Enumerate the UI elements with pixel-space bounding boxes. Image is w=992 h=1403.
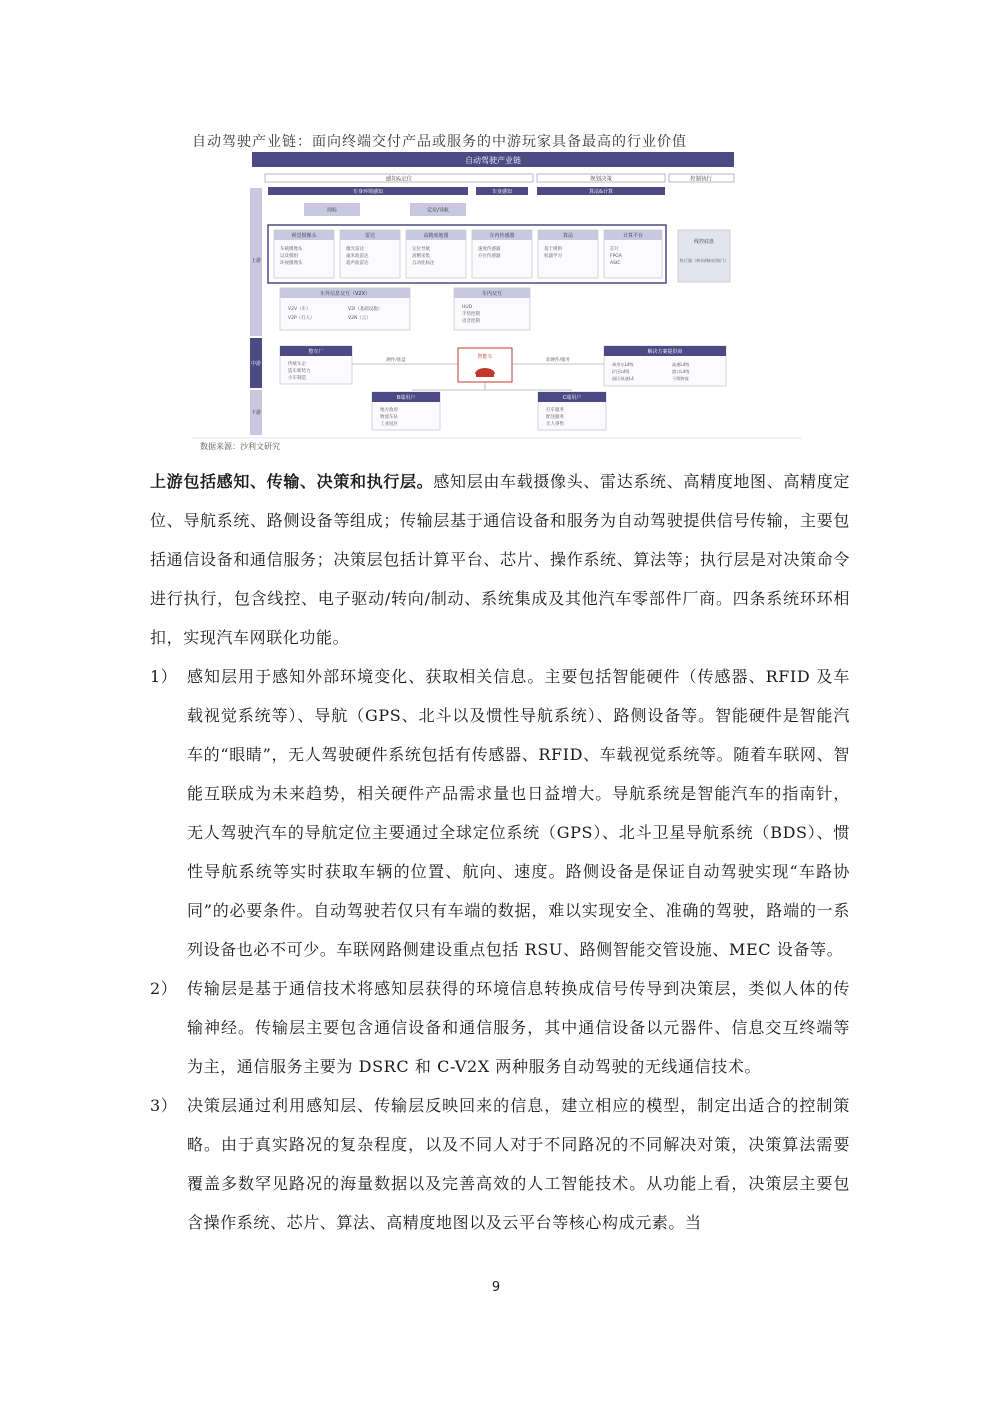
svg-text:V2N（云）: V2N（云） — [348, 316, 371, 321]
svg-text:乘用车L4级: 乘用车L4级 — [612, 362, 634, 367]
upstream-box-4 — [538, 230, 598, 278]
stage-label: 感知&定位 — [385, 176, 413, 183]
upstream-box-3 — [472, 230, 532, 278]
list-item — [150, 1086, 850, 1242]
svg-text:线控底盘: 线控底盘 — [693, 239, 715, 245]
svg-text:执行器（转向/制动/油门）: 执行器（转向/制动/油门） — [679, 258, 729, 263]
svg-text:打车服务: 打车服务 — [546, 408, 564, 413]
svg-text:物流车队: 物流车队 — [380, 415, 398, 420]
smart-car-box — [458, 348, 512, 382]
svg-text:软硬件/服务: 软硬件/服务 — [545, 358, 571, 363]
svg-text:毫米波雷达: 毫米波雷达 — [346, 254, 369, 259]
intro-paragraph — [150, 462, 850, 657]
list-text: 感知层用于感知外部环境变化、获取相关信息。主要包括智能硬件（传感器、RFID 及车载视觉系统等）、导航（GPS、北斗以及惯性导航系统）、路侧设备等。智能硬件是智能汽车的“眼睛”，无人驾驶硬件系统包括有传感器、RFID、车载视觉系统等。随着车联网、智能互联成为未来趋势，相关硬件产品需求量也日益增大。导航系统是智能汽车的指南针，无人驾驶汽车的导航定位主要通过全球定位系统（GPS）、北斗卫星导航系统（BDS）、惯性导航系统等实时获取车辆的位置、航向、速度。路侧设备是保证自动驾驶实现“车路协同”的必要条件。自动驾驶若仅只有车端的数据，难以实现安全、准确的驾驶，路端的一系列设备也必不可少。车联网路侧建设重点包括 RSU、路侧智能交管设施、MEC 设备等。 — [187, 667, 850, 959]
svg-text:小车制造: 小车制造 — [288, 376, 306, 381]
solution-box — [604, 346, 726, 386]
svg-text:配送服务: 配送服务 — [546, 415, 564, 420]
svg-text:高精采集: 高精采集 — [412, 254, 430, 259]
list-number: 3） — [150, 1096, 178, 1115]
intro-text: 感知层由车载摄像头、雷达系统、高精度地图、高精度定位、导航系统、路侧设备等组成；传输层基于通信设备和服务为自动驾驶提供信号传输，主要包括通信设备和通信服务；决策层包括计算平台、芯片、操作系统、算法等；执行层是对决策命令进行执行，包含线控、电子驱动/转向/制动、系统集成及其他汽车零部件厂商。四条系统环环相扣，实现汽车网联化功能。 — [150, 472, 850, 647]
svg-text:FPGA: FPGA — [610, 254, 622, 259]
control-box — [678, 230, 730, 282]
svg-text:速度传感器: 速度传感器 — [478, 247, 501, 252]
c-user-box — [538, 392, 606, 430]
b-user-box — [372, 392, 440, 430]
svg-text:车内传感器: 车内传感器 — [489, 233, 515, 239]
list-item — [150, 969, 850, 1086]
list-number: 1） — [150, 667, 178, 686]
svg-text:下游: 下游 — [250, 410, 262, 416]
v2x-box — [280, 288, 410, 330]
stage-label: 控制执行 — [689, 176, 713, 183]
svg-text:B端用户: B端用户 — [396, 395, 416, 401]
svg-text:基于规则: 基于规则 — [544, 247, 562, 252]
svg-text:手势控制: 手势控制 — [462, 312, 480, 317]
svg-text:干线物流: 干线物流 — [672, 376, 689, 381]
svg-text:定位导航: 定位导航 — [412, 247, 430, 252]
svg-text:以及模组: 以及模组 — [280, 254, 298, 259]
svg-text:造车新势力: 造车新势力 — [288, 369, 311, 374]
svg-text:解决方案提供商: 解决方案提供商 — [647, 349, 683, 355]
svg-text:周标: 周标 — [326, 207, 338, 214]
svg-text:智能车: 智能车 — [477, 354, 493, 360]
diagram-header: 自动驾驶产业链 — [465, 156, 521, 165]
svg-text:算法&计算: 算法&计算 — [589, 189, 613, 195]
svg-text:V2P（行人）: V2P（行人） — [288, 316, 315, 321]
svg-text:传统车企: 传统车企 — [288, 362, 306, 367]
svg-text:V2V（车）: V2V（车） — [288, 307, 311, 312]
svg-text:V2I（基础设施）: V2I（基础设施） — [348, 307, 383, 312]
svg-text:无人零售: 无人零售 — [546, 422, 564, 427]
list-item — [150, 657, 850, 969]
svg-text:机器学习: 机器学习 — [544, 254, 562, 259]
svg-text:上游: 上游 — [250, 258, 262, 264]
svg-text:高速L4级: 高速L4级 — [672, 362, 690, 367]
upstream-box-5 — [604, 230, 662, 278]
in-car-interact-box — [454, 288, 530, 330]
svg-text:视觉摄像头: 视觉摄像头 — [291, 233, 317, 239]
list-text: 传输层是基于通信技术将感知层获得的环境信息转换成信号传导到决策层，类似人体的传输神经。传输层主要包含通信设备和通信服务，其中通信设备以元器件、信息交互终端等为主，通信服务主要为 DSRC 和 C-V2X 两种服务自动驾驶的无线通信技术。 — [187, 979, 850, 1076]
svg-text:芯片: 芯片 — [610, 247, 619, 252]
svg-text:HUD: HUD — [462, 305, 473, 310]
svg-text:方位传感器: 方位传感器 — [478, 254, 501, 259]
figure-source: 数据来源：沙利文研究 — [200, 442, 280, 451]
svg-text:车身环境感知: 车身环境感知 — [352, 189, 384, 195]
svg-text:激光雷达: 激光雷达 — [346, 247, 364, 252]
svg-text:车外信息交互（V2X）: 车外信息交互（V2X） — [319, 291, 371, 297]
oem-box — [280, 346, 352, 384]
upstream-box-0 — [274, 230, 334, 278]
svg-text:整车厂: 整车厂 — [308, 349, 324, 355]
industry-chain-diagram — [192, 150, 802, 440]
svg-text:车内交互: 车内交互 — [481, 291, 503, 297]
upstream-box-1 — [340, 230, 400, 278]
svg-text:工业园区: 工业园区 — [380, 422, 398, 427]
svg-text:港口L4级: 港口L4级 — [672, 369, 690, 374]
svg-text:地方政府: 地方政府 — [380, 408, 398, 413]
svg-text:定位/导航: 定位/导航 — [427, 207, 449, 214]
svg-text:高精度地图: 高精度地图 — [423, 233, 449, 239]
svg-text:环视摄像头: 环视摄像头 — [280, 261, 303, 266]
svg-text:自动化标注: 自动化标注 — [412, 261, 435, 266]
svg-text:矿区L4级: 矿区L4级 — [612, 369, 630, 374]
svg-text:园区低速L4: 园区低速L4 — [612, 376, 634, 381]
svg-text:超声波雷达: 超声波雷达 — [346, 261, 369, 266]
list-number: 2） — [150, 979, 178, 998]
svg-text:车身感知: 车身感知 — [491, 189, 513, 195]
svg-text:ASIC: ASIC — [610, 261, 621, 266]
stage-label: 规划决策 — [589, 176, 613, 183]
svg-text:硬件/底盘: 硬件/底盘 — [386, 358, 406, 363]
body-text — [150, 462, 850, 1242]
page-number: 9 — [491, 1280, 501, 1295]
figure-title: 自动驾驶产业链：面向终端交付产品或服务的中游玩家具备最高的行业价值 — [192, 134, 687, 150]
svg-text:雷达: 雷达 — [364, 233, 376, 239]
upstream-box-2 — [406, 230, 466, 278]
intro-bold: 上游包括感知、传输、决策和执行层。 — [150, 472, 434, 491]
svg-text:语音控制: 语音控制 — [462, 319, 480, 324]
list-text: 决策层通过利用感知层、传输层反映回来的信息，建立相应的模型，制定出适合的控制策略。由于真实路况的复杂程度，以及不同人对于不同路况的不同解决对策，决策算法需要覆盖多数罕见路况的海量数据以及完善高效的人工智能技术。从功能上看，决策层主要包含操作系统、芯片、算法、高精度地图以及云平台等核心构成元素。当 — [187, 1096, 850, 1232]
svg-text:计算平台: 计算平台 — [622, 233, 644, 239]
svg-text:C端用户: C端用户 — [562, 395, 582, 401]
svg-text:中游: 中游 — [250, 361, 262, 367]
svg-text:算法: 算法 — [562, 233, 574, 239]
svg-text:车载摄像头: 车载摄像头 — [280, 247, 303, 252]
